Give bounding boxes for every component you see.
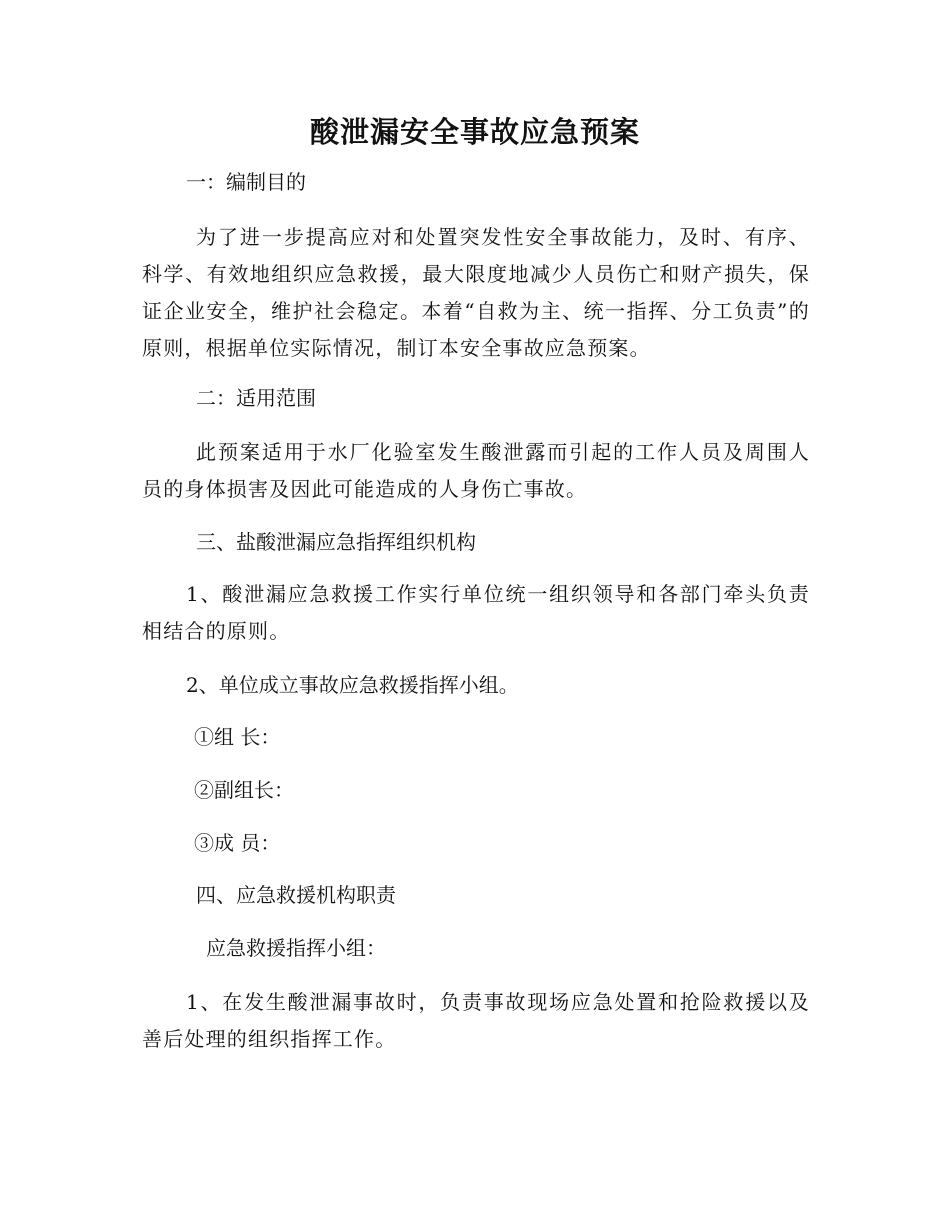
section-heading-organization: 三、盐酸泄漏应急指挥组织机构 — [196, 530, 476, 554]
paragraph-duties-item-1: 1、在发生酸泄漏事故时，负责事故现场应急处置和抢险救援以及善后处理的组织指挥工作。 — [142, 990, 810, 1051]
paragraph-scope: 此预案适用于水厂化验室发生酸泄露而引起的工作人员及周围人员的身体损害及因此可能造成的人身伤亡事故。 — [142, 440, 810, 501]
section-heading-scope: 二：适用范围 — [196, 386, 316, 410]
role-deputy-leader: ②副组长： — [194, 778, 294, 802]
section-heading-duties: 四、应急救援机构职责 — [196, 883, 396, 907]
role-leader: ①组 长： — [194, 725, 281, 749]
paragraph-purpose: 为了进一步提高应对和处置突发性安全事故能力，及时、有序、科学、有效地组织应急救援，最大限度地减少人员伤亡和财产损失，保证企业安全，维护社会稳定。本着“自救为主、统一指挥、分工负责”的原则，根据单位实际情况，制订本安全事故应急预案。 — [142, 225, 810, 360]
paragraph-organization-item-2: 2、单位成立事故应急救援指挥小组。 — [186, 673, 519, 697]
section-heading-purpose: 一：编制目的 — [186, 170, 306, 194]
subheading-command-group: 应急救援指挥小组： — [206, 936, 386, 960]
document-title: 酸泄漏安全事故应急预案 — [309, 115, 640, 149]
paragraph-organization-item-1: 1、酸泄漏应急救援工作实行单位统一组织领导和各部门牵头负责相结合的原则。 — [142, 582, 810, 643]
role-members: ③成 员： — [194, 831, 281, 855]
